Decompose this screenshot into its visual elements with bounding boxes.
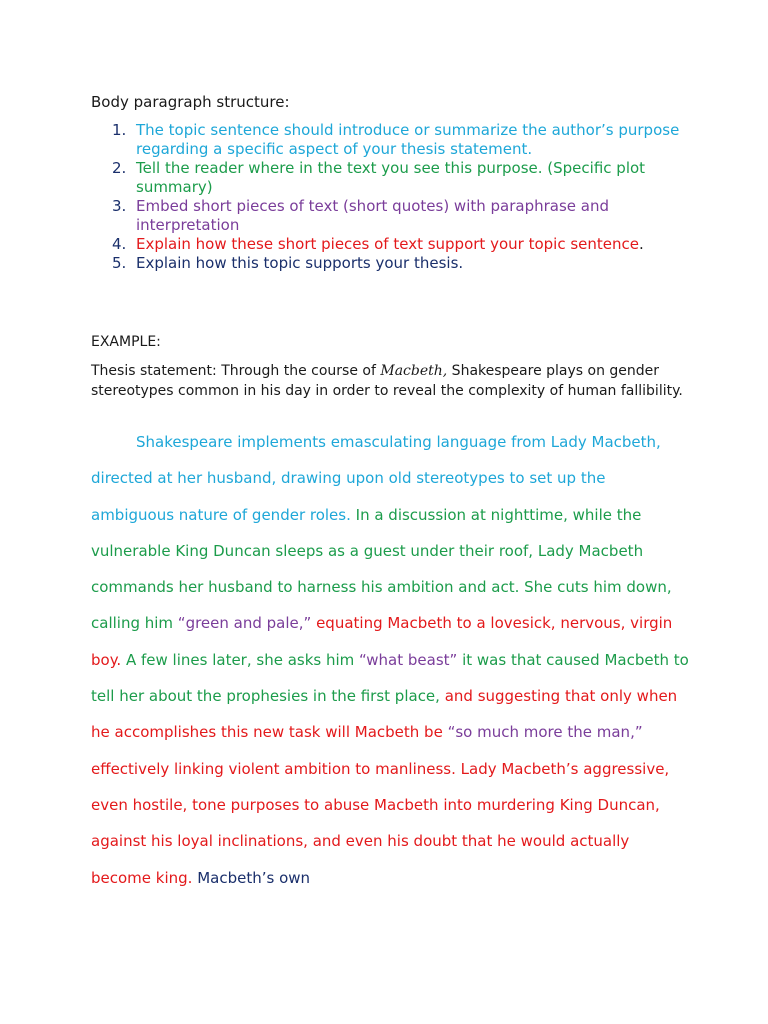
section-heading: Body paragraph structure: <box>91 93 290 111</box>
step-text: Explain how these short pieces of text support your topic sentence <box>136 235 639 253</box>
thesis-statement <box>91 361 691 401</box>
step-number: 3. <box>112 197 127 215</box>
interpretation: and suggesting that only when he accomplishes this new task will Macbeth be <box>91 687 678 742</box>
list-item <box>91 121 691 159</box>
step-number: 1. <box>112 121 127 139</box>
step-text: Tell the reader where in the text you see this purpose. (Specific plot summary) <box>136 159 646 196</box>
list-item <box>91 159 691 197</box>
step-number: 2. <box>112 159 127 177</box>
step-suffix: . <box>638 235 644 253</box>
step-text: Explain how this topic supports your thesis. <box>136 254 464 272</box>
thesis-title: Macbeth, <box>380 363 448 379</box>
topic-sentence: Shakespeare implements emasculating language from Lady Macbeth, directed at her husband, drawing upon old stereotypes to set up the ambiguous nature of gender roles. <box>91 433 661 524</box>
list-item <box>91 235 691 254</box>
interpretation: equating Macbeth to a lovesick, nervous, virgin boy. <box>91 614 673 669</box>
example-body-paragraph <box>91 424 691 896</box>
quote: “green and pale,” <box>177 614 312 633</box>
plot-summary: In a discussion at nighttime, while the vulnerable King Duncan sleeps as a guest under their roof, Lady Macbeth commands her husband to harness his ambition and act. She cuts him down, calling him <box>91 505 672 633</box>
list-item <box>91 254 691 273</box>
quote: “what beast” <box>359 650 458 669</box>
example-label: EXAMPLE: <box>91 334 161 350</box>
thesis-lead: Thesis statement: Through the course of <box>91 363 381 379</box>
thesis-rest: Shakespeare plays on gender stereotypes common in his day in order to reveal the complexity of human fallibility. <box>91 363 683 399</box>
plot-summary: it was that caused Macbeth to tell her about the prophesies in the first place, <box>91 650 689 706</box>
thesis-link: Macbeth’s own <box>192 868 311 887</box>
step-number: 4. <box>112 235 127 253</box>
step-text: Embed short pieces of text (short quotes) with paraphrase and interpretation <box>136 197 610 234</box>
interpretation: effectively linking violent ambition to manliness. Lady Macbeth’s aggressive, even hostile, tone purposes to abuse Macbeth into murdering King Duncan, against his loyal inclinations, and even his doubt that he would actually become king. <box>91 759 670 887</box>
structure-steps-list <box>91 121 691 273</box>
plot-summary: A few lines later, she asks him <box>121 650 360 669</box>
list-item <box>91 197 691 235</box>
quote: “so much more the man,” <box>447 723 643 742</box>
step-number: 5. <box>112 254 127 272</box>
step-text: The topic sentence should introduce or summarize the author’s purpose regarding a specific aspect of your thesis statement. <box>136 121 680 158</box>
